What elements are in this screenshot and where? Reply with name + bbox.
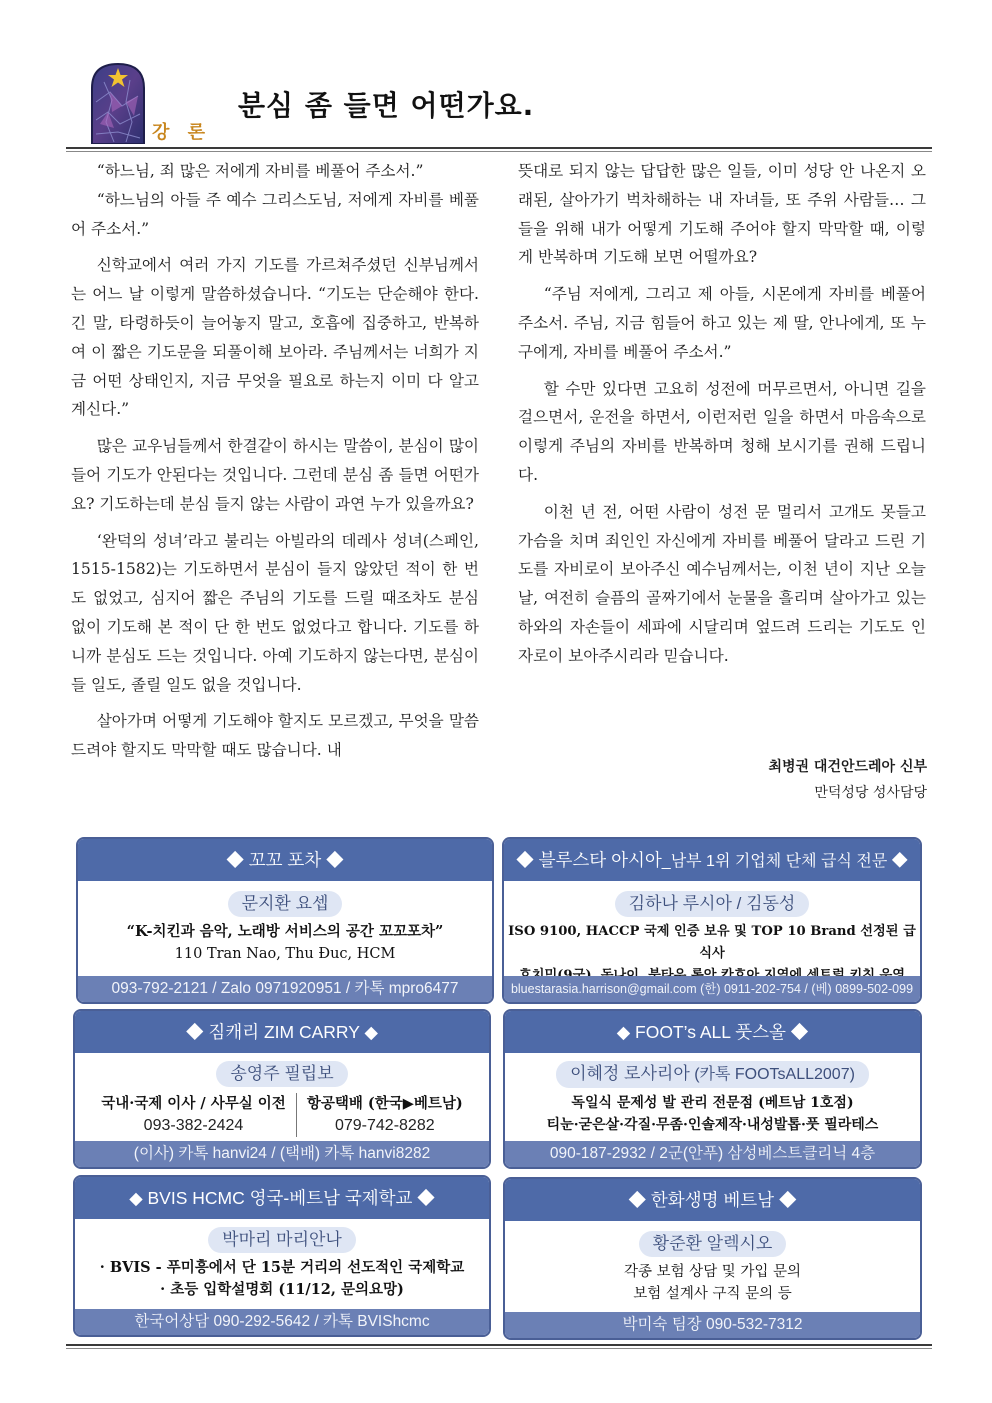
ad-line: 독일식 문제성 발 관리 전문점 (베트남 1호점): [571, 1095, 854, 1111]
ad-line: · BVIS - 푸미흥에서 단 15분 거리의 선도적인 국제학교: [99, 1259, 465, 1276]
ad-title: ◆ FOOT’s ALL 풋스올 ◆: [505, 1011, 920, 1053]
ad-footer: 093-792-2121 / Zalo 0971920951 / 카톡 mpro6477: [78, 976, 492, 1002]
ad-line: 각종 보험 상담 및 가입 문의: [623, 1264, 802, 1280]
ad-bvis-school: [73, 1175, 491, 1337]
ad-footer: bluestarasia.harrison@gmail.com (한) 0911-202-754 / (베) 0899-502-099: [504, 976, 920, 1002]
article-paragraph: ‘완덕의 성녀’라고 불리는 아빌라의 데레사 성녀(스페인, 1515-1582)는 기도하면서 분심이 들지 않았던 적이 한 번도 없었고, 심지어 짧은 주님의 기도를 드릴 때조차도 분심 없이 기도해 본 적이 단 한 번도 없었다고 합니다. 기도를 하니까 분심도 드는 것입니다. 아예 기도하지 않는다면, 분심이 들 일도, 졸릴 일도 없을 것입니다.: [71, 531, 479, 694]
ad-line: 항공택배 (한국▶베트남): [306, 1095, 463, 1112]
ad-title: ◆ 꼬꼬 포차 ◆: [78, 839, 492, 881]
ad-line: 티눈·굳은살·각질·무좀·인솔제작·내성발톱·풋 필라테스: [546, 1117, 879, 1133]
author-role: 만덕성당 성사담당: [814, 785, 927, 801]
ad-footer: 090-187-2932 / 2군(안푸) 삼성베스트클리닉 4층: [505, 1141, 920, 1167]
article-paragraph: 살아가며 어떻게 기도해야 할지도 모르겠고, 무엇을 말씀드려야 할지도 막막할 때도 많습니다. 내: [71, 712, 479, 760]
article-paragraph: 많은 교우님들께서 한결같이 하시는 말씀이, 분심이 많이 들어 기도가 안된다는 것입니다. 그런데 분심 좀 들면 어떤가요? 기도하는데 분심 들지 않는 사람이 과연 누가 있을까요?: [71, 437, 479, 513]
ad-title-sub: _남부 1위 기업체 단체 급식 전문 ◆: [661, 853, 908, 870]
ad-title: ◆ 짐캐리 ZIM CARRY ◆: [75, 1011, 489, 1053]
ad-line: “K-치킨과 음악, 노래방 서비스의 공간 꼬꼬포차”: [126, 923, 444, 940]
article-left-column: [71, 157, 479, 773]
ad-kkokko-pocha: [76, 837, 494, 1004]
ad-footer: 한국어상담 090-292-5642 / 카톡 BVIShcmc: [75, 1309, 489, 1335]
ad-person-kakao: (카톡 FOOTsALL2007): [689, 1066, 855, 1083]
ad-footer: (이사) 카톡 hanvi24 / (택배) 카톡 hanvi8282: [75, 1141, 489, 1167]
ad-title: ◆ 한화생명 베트남 ◆: [505, 1179, 920, 1221]
article-paragraph: 뜻대로 되지 않는 답답한 많은 일들, 이미 성당 안 나온지 오래된, 살아가기 벅차해하는 내 자녀들, 또 주위 사람들… 그들을 위해 내가 어떻게 기도해 주어야 할지 막막할 때, 이렇게 반복하며 기도해 보면 어떨까요?: [518, 162, 926, 267]
ad-zim-carry: [73, 1009, 491, 1169]
ad-title: [504, 839, 920, 881]
ad-contact-person: 박마리 마리안나: [208, 1227, 356, 1253]
top-divider: [66, 147, 932, 149]
article-paragraph: 할 수만 있다면 고요히 성전에 머무르면서, 아니면 길을 걸으면서, 운전을 하면서, 이런저런 일을 하면서 마음속으로 이렇게 주님의 자비를 반복하며 청해 보시기를 권해 드립니다.: [518, 379, 926, 484]
ad-foots-all: [503, 1009, 922, 1169]
article-right-column: [518, 157, 926, 679]
ad-line: 국내·국제 이사 / 사무실 이전: [101, 1095, 286, 1112]
ad-description: [505, 1261, 920, 1305]
ad-description: [505, 1092, 920, 1136]
ad-description: [75, 1257, 489, 1301]
ad-contact-person: 송영주 필립보: [216, 1061, 347, 1087]
article-paragraph: “하느님, 죄 많은 저에게 자비를 베풀어 주소서.”: [96, 162, 424, 180]
ad-contact-person: 김하나 루시아 / 김동성: [615, 891, 810, 917]
top-divider-thin: [66, 151, 932, 152]
ad-bluestar-asia: [502, 837, 922, 1004]
article-paragraph: “하느님의 아들 주 예수 그리스도님, 저에게 자비를 베풀어 주소서.”: [71, 190, 479, 238]
author-name: 최병권 대건안드레아 신부: [768, 759, 927, 775]
ad-person-name: 이혜정 로사리아: [570, 1064, 690, 1083]
ad-phone: 093-382-2424: [143, 1117, 244, 1134]
ad-footer: 박미숙 팀장 090-532-7312: [505, 1312, 920, 1338]
ad-line: 110 Tran Nao, Thu Đuc, HCM: [174, 946, 396, 962]
article-paragraph: “주님 저에게, 그리고 제 아들, 시몬에게 자비를 베풀어 주소서. 주님, 지금 힘들어 하고 있는 제 딸, 안나에게, 또 누구에게, 자비를 베풀어 주소서.”: [518, 285, 926, 361]
ad-hanwha-life: [503, 1177, 922, 1340]
stained-glass-logo: [90, 62, 146, 144]
ad-phone: 079-742-8282: [334, 1117, 435, 1134]
ad-service-moving: [91, 1093, 297, 1137]
article-paragraph: 이천 년 전, 어떤 사람이 성전 문 멀리서 고개도 못들고 가슴을 치며 죄인인 자신에게 자비를 베풀어 달라고 드린 기도를 자비로이 보아주신 예수님께서는, 이천 년이 지난 오늘날, 여전히 슬픔의 골짜기에서 눈물을 흘리며 살아가고 있는 하와의 자손들이 세파에 시달리며 엎드려 드리는 기도도 인자로이 보아주시리라 믿습니다.: [518, 502, 926, 665]
ad-contact-person: [556, 1061, 869, 1088]
ad-line: · 초등 입학설명회 (11/12, 문의요망): [160, 1281, 404, 1298]
ad-contact-person: 문지환 요셉: [228, 891, 343, 917]
ad-description: [78, 921, 492, 965]
ad-title-main: ◆ 블루스타 아시아: [516, 850, 662, 870]
section-label: 강 론: [152, 122, 212, 143]
ad-contact-person: 황준환 알렉시오: [639, 1231, 787, 1257]
author-signature: [768, 754, 927, 806]
ad-service-courier: [297, 1093, 473, 1137]
bottom-divider-thin: [66, 1348, 932, 1349]
ad-line: 보험 설계사 구직 문의 등: [633, 1286, 792, 1302]
article-paragraph: 신학교에서 여러 가지 기도를 가르쳐주셨던 신부님께서는 어느 날 이렇게 말씀하셨습니다. “기도는 단순해야 한다. 긴 말, 타령하듯이 늘어놓지 말고, 호흡에 집중하고, 반복하여 이 짧은 기도문을 되풀이해 보아라. 주님께서는 너희가 지금 어떤 상태인지, 지금 무엇을 필요로 하는지 이미 다 알고 계신다.”: [71, 256, 479, 419]
bottom-divider: [66, 1344, 932, 1346]
page-title: 분심 좀 들면 어떤가요.: [238, 89, 535, 122]
ad-title: ◆ BVIS HCMC 영국-베트남 국제학교 ◆: [75, 1177, 489, 1219]
ad-services: [75, 1093, 489, 1137]
ad-line: ISO 9100, HACCP 국제 인증 보유 및 TOP 10 Brand 선정된 급식사: [508, 924, 916, 961]
